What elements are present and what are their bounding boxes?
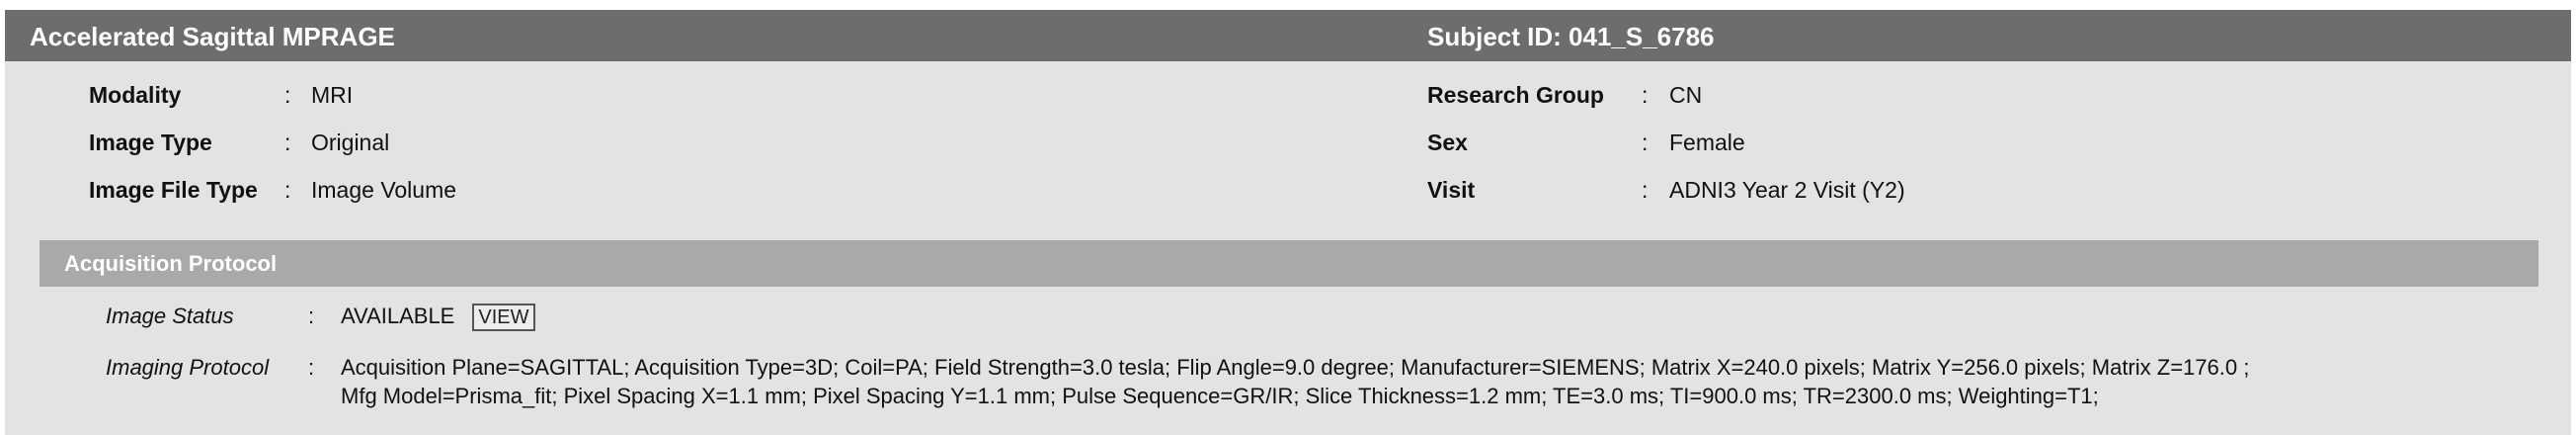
- detail-row-visit: [1427, 175, 2563, 205]
- detail-label: Research Group: [1427, 82, 1604, 108]
- detail-value: Female: [1669, 130, 1745, 155]
- image-detail-panel: [5, 10, 2571, 435]
- imaging-protocol-label: Imaging Protocol: [106, 355, 270, 380]
- imaging-protocol-row: [5, 353, 2563, 416]
- image-status-value: AVAILABLE: [341, 304, 455, 328]
- detail-label: Sex: [1427, 130, 1468, 155]
- separator: :: [284, 130, 291, 155]
- image-status-row: [5, 302, 2563, 333]
- detail-row-sex: [1427, 128, 2563, 157]
- detail-value: CN: [1669, 82, 1703, 108]
- protocol-line: Mfg Model=Prisma_fit; Pixel Spacing X=1.1 mm; Pixel Spacing Y=1.1 mm; Pulse Sequence=GR/IR; Slice Thickness=1.2 mm; TE=3.0 ms; TI=900.0 ms; TR=2300.0 ms; Weighting=T1;: [341, 384, 2099, 408]
- separator: :: [284, 177, 291, 203]
- imaging-protocol-value: [341, 353, 2534, 410]
- acquisition-protocol-header: [40, 240, 2538, 287]
- image-status-label: Image Status: [106, 304, 234, 328]
- detail-label: Modality: [89, 82, 182, 108]
- detail-row-modality: [5, 80, 1388, 110]
- detail-row-image-type: [5, 128, 1388, 157]
- detail-value: Image Volume: [311, 177, 457, 203]
- title-bar: [5, 10, 2571, 61]
- detail-row-image-file-type: [5, 175, 1388, 205]
- detail-row-research-group: [1427, 80, 2563, 110]
- detail-label: Image File Type: [89, 177, 258, 203]
- detail-value: ADNI3 Year 2 Visit (Y2): [1669, 177, 1905, 203]
- section-title: Acquisition Protocol: [64, 251, 278, 276]
- detail-value: Original: [311, 130, 390, 155]
- view-button[interactable]: VIEW: [472, 304, 534, 331]
- detail-label: Visit: [1427, 177, 1476, 203]
- detail-label: Image Type: [89, 130, 212, 155]
- separator: :: [308, 355, 315, 380]
- subject-id: Subject ID: 041_S_6786: [1427, 22, 1715, 51]
- separator: :: [308, 304, 315, 328]
- protocol-line: Acquisition Plane=SAGITTAL; Acquisition Type=3D; Coil=PA; Field Strength=3.0 tesla; Flip Angle=9.0 degree; Manufacturer=SIEMENS; Matrix X=240.0 pixels; Matrix Y=256.0 pixels; Matrix Z=176.0 ;: [341, 355, 2250, 380]
- detail-value: MRI: [311, 82, 354, 108]
- separator: :: [284, 82, 291, 108]
- separator: :: [1642, 177, 1649, 203]
- separator: :: [1642, 82, 1649, 108]
- separator: :: [1642, 130, 1649, 155]
- image-status-value-group: [341, 302, 535, 331]
- series-title: Accelerated Sagittal MPRAGE: [30, 22, 395, 51]
